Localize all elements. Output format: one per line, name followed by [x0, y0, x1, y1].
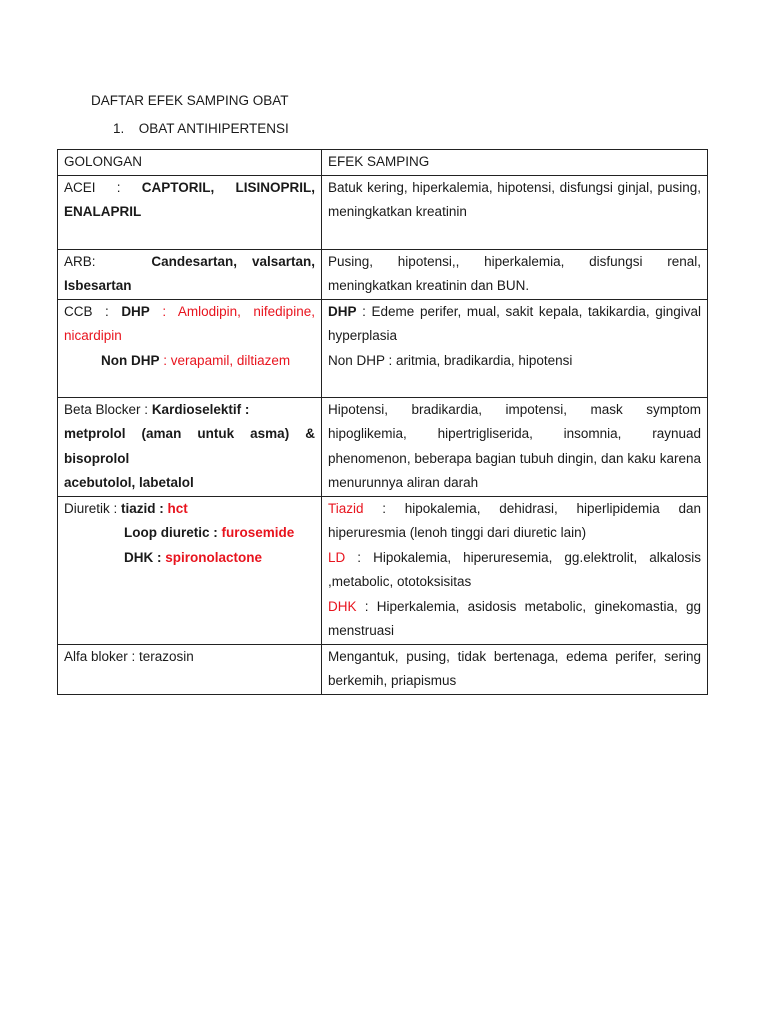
- section-label: OBAT ANTIHIPERTENSI: [138, 121, 289, 136]
- section-number: 1.: [113, 121, 125, 136]
- ccb-effects-dhp-label: DHP: [328, 303, 357, 319]
- diuretik-effects-dhk: : Hiperkalemia, asidosis metabolic, ginekomastia, gg menstruasi: [328, 598, 701, 638]
- arb-sep: :: [91, 253, 96, 269]
- alfa-effects: Mengantuk, pusing, tidak bertenaga, edema perifer, sering berkemih, priapismus: [322, 644, 708, 694]
- diuretik-effects-cell: [322, 496, 708, 644]
- ccb-effects-dhp: : Edeme perifer, mual, sakit kepala, takikardia, gingival hyperplasia: [328, 303, 701, 343]
- document-title: DAFTAR EFEK SAMPING OBAT: [91, 93, 289, 108]
- diuretik-class-cell: [58, 496, 322, 644]
- ccb-nondhp-label: Non DHP: [101, 352, 160, 368]
- acei-drug-3: ENALAPRIL: [64, 204, 142, 219]
- diuretik-loop-label: Loop diuretic :: [124, 525, 218, 540]
- acei-drug-2: LISINOPRIL,: [235, 179, 315, 195]
- diuretik-effects-ld: : Hipokalemia, hiperuresemia, gg.elektrolit, alkalosis ,metabolic, ototoksisitas: [328, 549, 701, 589]
- ccb-effects-nondhp: Non DHP : aritmia, bradikardia, hipotensi: [328, 352, 573, 368]
- acei-class-cell: [58, 175, 322, 249]
- alfa-class-cell: Alfa bloker : terazosin: [58, 644, 322, 694]
- side-effects-table: [57, 149, 708, 695]
- acei-drug-1: CAPTORIL,: [141, 179, 215, 195]
- table-row-alfa: [58, 644, 708, 694]
- table-header-row: [58, 150, 708, 176]
- ccb-label: CCB: [64, 303, 93, 319]
- beta-class-cell: [58, 397, 322, 496]
- beta-kardio-drugs: metprolol (aman untuk asma) & bisoprolol: [64, 426, 315, 466]
- diuretik-effects-ld-label: LD: [328, 549, 346, 565]
- ccb-class-cell: CCB : DHP : Amlodipin, nifedipine, nicardipin Non DHP : verapamil, diltiazem: [58, 299, 322, 397]
- beta-effects: Hipotensi, bradikardia, impotensi, mask symptom hipoglikemia, hipertrigliserida, insomnia, raynuad phenomenon, beberapa bagian tubuh dingin, dan kaku karena menurunnya aliran darah: [322, 397, 708, 496]
- section-heading: [113, 121, 289, 136]
- arb-label: ARB: [64, 253, 92, 269]
- diuretik-dhk-drug: spironolactone: [165, 549, 263, 565]
- acei-effects: Batuk kering, hiperkalemia, hipotensi, disfungsi ginjal, pusing, meningkatkan kreatinin: [322, 175, 708, 249]
- diuretik-effects-tiazid: : hipokalemia, dehidrasi, hiperlipidemia dan hiperuresmia (lenoh tinggi dari diuretic lain): [328, 500, 701, 540]
- table-row-ccb: [58, 299, 708, 397]
- diuretik-tiazid-label: tiazid :: [121, 500, 164, 516]
- arb-class-cell: ARB : Candesartan, valsartan, Isbesartan: [58, 249, 322, 299]
- header-golongan: GOLONGAN: [58, 150, 322, 176]
- table-row-arb: [58, 249, 708, 299]
- diuretik-effects-tiazid-label: Tiazid: [328, 500, 364, 516]
- table-row-acei: [58, 175, 708, 249]
- ccb-effects-cell: [322, 299, 708, 397]
- diuretik-label: Diuretik :: [64, 500, 118, 516]
- diuretik-tiazid-drug: hct: [167, 500, 188, 516]
- table-row-beta: [58, 397, 708, 496]
- beta-kardio-label: Kardioselektif :: [151, 401, 250, 417]
- ccb-nondhp-drugs: verapamil, diltiazem: [170, 352, 291, 368]
- diuretik-dhk-label: DHK :: [124, 549, 162, 565]
- acei-sep: :: [116, 179, 121, 195]
- table-row-diuretik: [58, 496, 708, 644]
- ccb-dhp-drugs: Amlodipin, nifedipine, nicardipin: [64, 303, 315, 343]
- diuretik-loop-drug: furosemide: [221, 525, 295, 540]
- diuretik-effects-dhk-label: DHK: [328, 598, 357, 614]
- beta-other-drugs: acebutolol, labetalol: [64, 475, 194, 490]
- arb-effects: Pusing, hipotensi,, hiperkalemia, disfungsi renal, meningkatkan kreatinin dan BUN.: [322, 249, 708, 299]
- ccb-dhp-label: DHP: [121, 303, 150, 319]
- acei-label: ACEI: [64, 179, 96, 195]
- beta-label: Beta Blocker :: [64, 401, 149, 417]
- header-efek-samping: EFEK SAMPING: [322, 150, 708, 176]
